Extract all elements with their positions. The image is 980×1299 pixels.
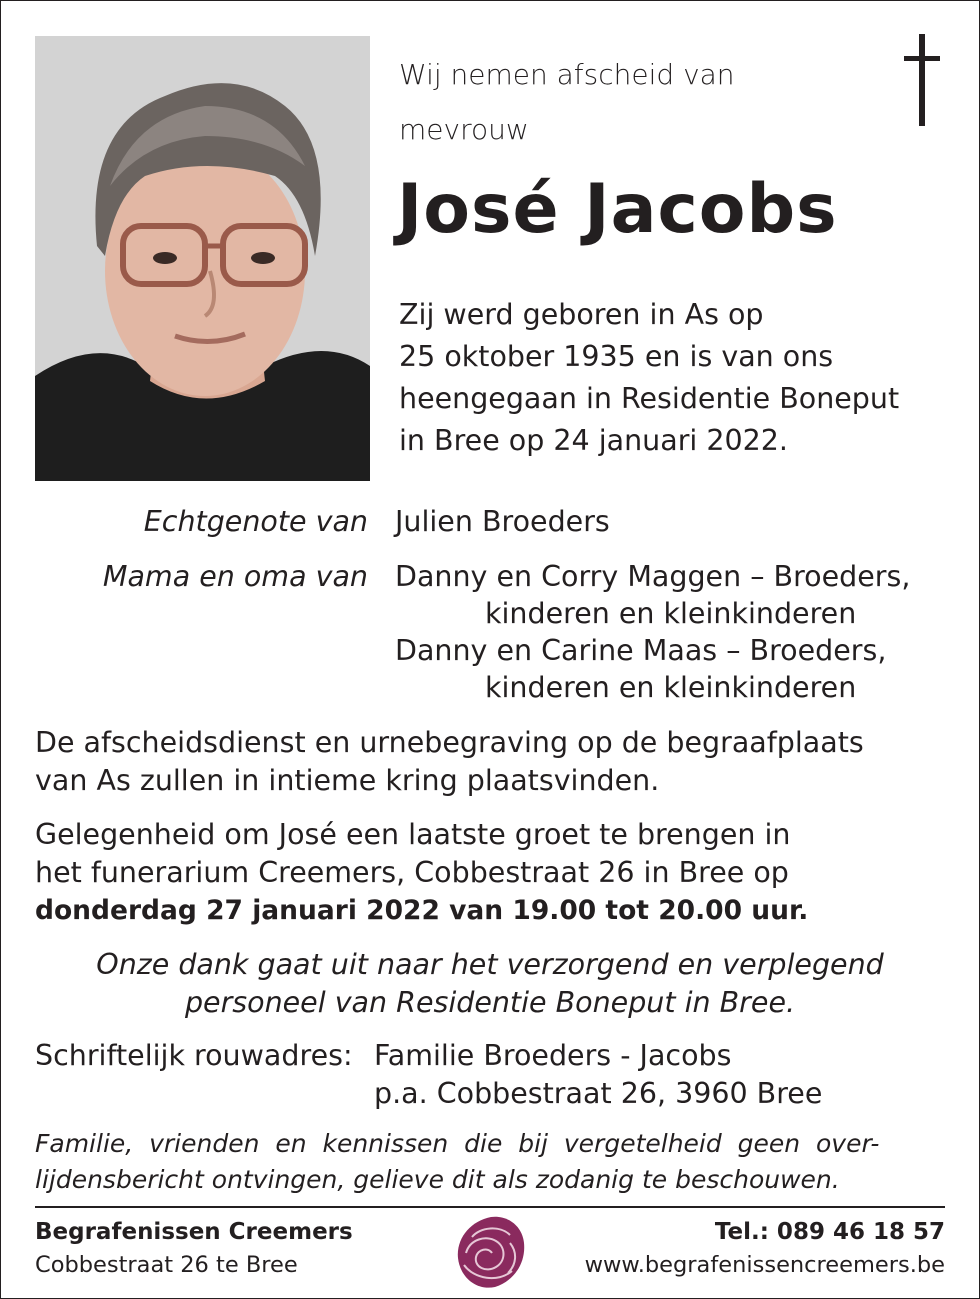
funeral-phone: Tel.: 089 46 18 57 xyxy=(714,1219,945,1245)
child-2: Danny en Carine Maas – Broeders, xyxy=(395,634,887,667)
funeral-company-name: Begrafenissen Creemers xyxy=(35,1219,353,1245)
funeral-website-link[interactable]: www.begrafenissencreemers.be xyxy=(584,1252,945,1278)
service-line-1: De afscheidsdienst en urnebegraving op de begraafplaats xyxy=(35,726,864,759)
child-1: Danny en Corry Maggen – Broeders, xyxy=(395,560,911,593)
child-2-descendants: kinderen en kleinkinderen xyxy=(485,671,857,704)
thanks-line-2: personeel van Residentie Boneput in Bree. xyxy=(184,986,796,1019)
bio-line-2: 25 oktober 1935 en is van ons xyxy=(399,340,834,373)
spouse-name: Julien Broeders xyxy=(395,505,610,538)
portrait-photo xyxy=(35,36,370,481)
visit-line-2: het funerarium Creemers, Cobbestraat 26 in Bree op xyxy=(35,856,789,889)
footer-divider xyxy=(35,1206,945,1208)
notice-line-2: lijdensbericht ontvingen, gelieve dit als zodanig te beschouwen. xyxy=(35,1165,840,1194)
bio-line-4: in Bree op 24 januari 2022. xyxy=(399,424,788,457)
thanks-line-1: Onze dank gaat uit naar het verzorgend en verplegend xyxy=(96,948,884,981)
rose-logo-icon xyxy=(452,1213,530,1291)
intro-line-1: Wij nemen afscheid van xyxy=(399,58,735,91)
visit-line-1: Gelegenheid om José een laatste groet te brengen in xyxy=(35,818,791,851)
spouse-label: Echtgenote van xyxy=(143,505,368,538)
address-line-2: p.a. Cobbestraat 26, 3960 Bree xyxy=(374,1077,823,1110)
visit-date-time: donderdag 27 januari 2022 van 19.00 tot 20.00 uur. xyxy=(35,895,809,926)
bio-line-3: heengegaan in Residentie Boneput xyxy=(399,382,900,415)
funeral-company-address: Cobbestraat 26 te Bree xyxy=(35,1252,298,1278)
portrait-illustration xyxy=(35,36,370,481)
children-label: Mama en oma van xyxy=(102,560,368,593)
deceased-name: José Jacobs xyxy=(397,170,838,249)
child-1-descendants: kinderen en kleinkinderen xyxy=(485,597,857,630)
service-line-2: van As zullen in intieme kring plaatsvinden. xyxy=(35,764,660,797)
address-label: Schriftelijk rouwadres: xyxy=(35,1039,353,1072)
bio-line-1: Zij werd geboren in As op xyxy=(399,298,764,331)
intro-line-2: mevrouw xyxy=(399,113,529,146)
notice-line-1: Familie, vrienden en kennissen die bij vergetelheid geen over- xyxy=(35,1129,880,1158)
address-line-1: Familie Broeders - Jacobs xyxy=(374,1039,732,1072)
cross-icon xyxy=(902,34,942,126)
